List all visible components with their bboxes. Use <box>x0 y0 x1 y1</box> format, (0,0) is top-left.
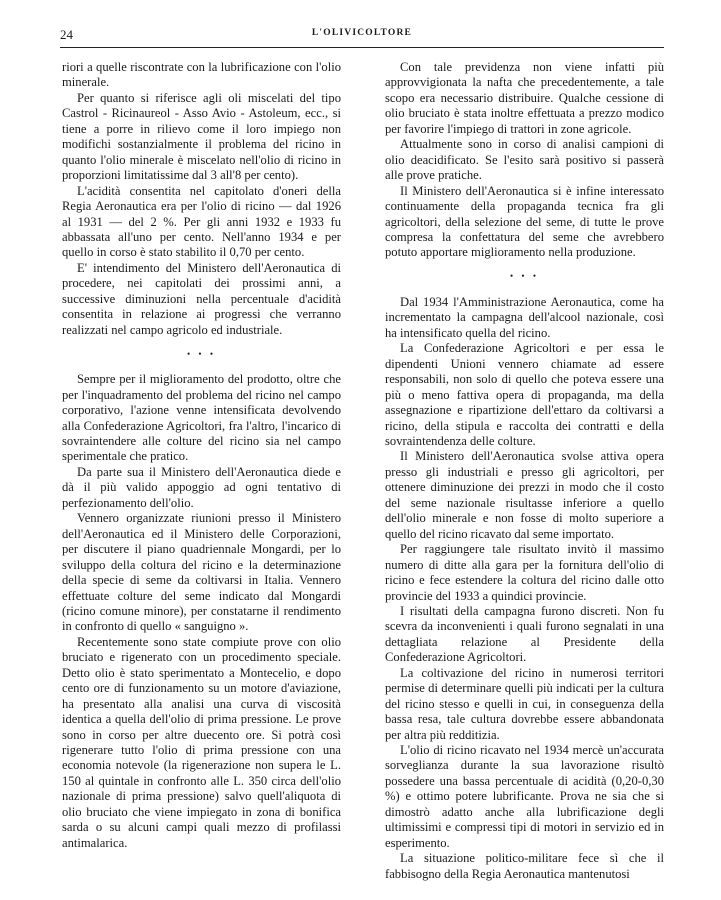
paragraph: I risultati della campagna furono discreti. Non fu scevra da inconvenienti i quali furono segnalati in una dettagliata relazione al Presidente della Confederazione Agricoltori. <box>385 603 664 665</box>
paragraph: Con tale previdenza non viene infatti più approvvigionata la nafta che precedentemente, a tale scopo era necessario distribuire. Qualche cessione di olio bruciato è stata inoltre effettuata a prezzo modico per favorire l'impiego di trattori in zone agricole. <box>385 60 664 136</box>
section-separator: • • • <box>510 270 539 281</box>
paragraph: Il Ministero dell'Aeronautica svolse attiva opera presso gli industriali e presso gli agricoltori, per ottenere diminuzione dei prezzi in modo che il costo del seme nazionale risultasse inferiore a quello dell'olio minerale e non fosse di molto superiore a quello del ricino ricavato dal seme importato. <box>385 449 664 541</box>
page-number: 24 <box>60 27 73 42</box>
right-column <box>385 60 664 882</box>
paragraph: L'acidità consentita nel capitolato d'oneri della Regia Aeronautica era per l'olio di ricino — dal 1926 al 1931 — del 2 %. Per gli anni 1932 e 1933 fu abbassata all'uno per cento. Nell'anno 1934 e per quello in corso è stato stabilito il 0,70 per cento. <box>62 183 341 260</box>
paragraph: Il Ministero dell'Aeronautica si è infine interessato continuamente della propaganda tecnica fra gli agricoltori, della selezione del seme, di tutte le prove compresa la confettatura del seme che avrebbero potuto apportare miglioramento nella produzione. <box>385 183 664 260</box>
paragraph: Vennero organizzate riunioni presso il Ministero dell'Aeronautica ed il Ministero delle Corporazioni, per discutere il piano quadriennale Mongardi, per lo sviluppo della coltura del ricino e la determinazione della specie di seme da coltivarsi in Italia. Vennero effettuate colture del seme indicato dal Mongardi (ricino comune minore), per constatarne il rendimento in confronto di quello « sanguigno ». <box>62 511 341 634</box>
left-column <box>62 60 341 851</box>
paragraph: Sempre per il miglioramento del prodotto, oltre che per l'inquadramento del problema del ricino nel campo corporativo, l'azione venne intensificata devolvendo alla Confederazione Agricoltori, fra l'altro, l'incarico di sovraintendere alle colture del ricino sia nel campo sperimentale che pratico. <box>62 372 341 464</box>
paragraph: Per quanto si riferisce agli oli miscelati del tipo Castrol - Ricinaureol - Asso Avio - Astoleum, ecc., si tiene a porre in rilievo come il loro impiego non modifichi sostanzialmente il problema del ricino in quanto l'olio minerale è miscelato nell'olio di ricino in proporzioni limitatissime dal 3 all'8 per cento). <box>62 90 341 183</box>
paragraph: Per raggiungere tale risultato invitò il massimo numero di ditte alla gara per la fornitura dell'olio di ricino e fece estendere la coltura del ricino dalle otto provincie del 1933 a quindici provincie. <box>385 542 664 603</box>
section-separator: • • • <box>187 349 216 360</box>
paragraph: E' intendimento del Ministero dell'Aeronautica di procedere, nei capitolati dei prossimi anni, a successive diminuzioni nella percentuale d'acidità consentita in relazione ai progressi che verranno realizzati nel campo agricolo ed industriale. <box>62 260 341 337</box>
paragraph: Da parte sua il Ministero dell'Aeronautica diede e dà il più valido appoggio ad ogni tentativo di perfezionamento dell'olio. <box>62 464 341 510</box>
journal-title: L'OLIVICOLTORE <box>311 28 413 38</box>
paragraph: Attualmente sono in corso di analisi campioni di olio deacidificato. Se l'esito sarà positivo si passerà alle prove pratiche. <box>385 137 664 183</box>
paragraph: Recentemente sono state compiute prove con olio bruciato e rigenerato con un procedimento speciale. Detto olio è stato sperimentato a Montecelio, e dopo cento ore di funzionamento su un motore d'aviazione, ha presentato alla analisi una curva di viscosità identica a quella dell'olio di prima pressione. Le prove sono in corso per altre duecento ore. Si potrà così rigenerare tutto l'olio di prima pressione con una economia notevole (la rigenerazione non supera le L. 150 al quintale in confronto alle L. 350 circa dell'olio nazionale di prima pressione) salvo quell'aliquota di olio bruciato che viene impiegato in zona di bonifica sarda o su alcuni campi quali mezzo di profilassi antimalarica. <box>62 634 341 850</box>
paragraph: La situazione politico-militare fece sì che il fabbisogno della Regia Aeronautica mantenutosi <box>385 851 664 881</box>
paragraph: riori a quelle riscontrate con la lubrificazione con l'olio minerale. <box>62 60 341 90</box>
paragraph: La Confederazione Agricoltori e per essa le dipendenti Unioni vennero chiamate ad essere responsabili, non solo di quello che poteva essere una più o meno fattiva opera di propaganda, ma della assegnazione e ripartizione dell'ettaro da coltivarsi a ricino, della stipula e raccolta dei contratti e della sovraintendenza delle colture. <box>385 341 664 448</box>
paragraph: Dal 1934 l'Amministrazione Aeronautica, come ha incrementato la campagna dell'alcool nazionale, così ha intensificato quella del ricino. <box>385 294 664 340</box>
paragraph: L'olio di ricino ricavato nel 1934 mercè un'accurata sorveglianza durante la sua lavorazione risultò possedere una bassa percentuale di acidità (0,20-0,30 %) e ottimo potere lubrificante. Prova ne sia che si dimostrò adatto anche alla lubrificazione degli ultimissimi e compressi tipi di motori in servizio ed in esperimento. <box>385 743 664 850</box>
page-header <box>60 27 664 48</box>
paragraph: La coltivazione del ricino in numerosi territori permise di determinare quelli più indicati per la cultura del ricino stesso e quelli in cui, in conseguenza della bassa resa, tale cultura dovrebbe essere abbandonata per altra più redditizia. <box>385 665 664 742</box>
